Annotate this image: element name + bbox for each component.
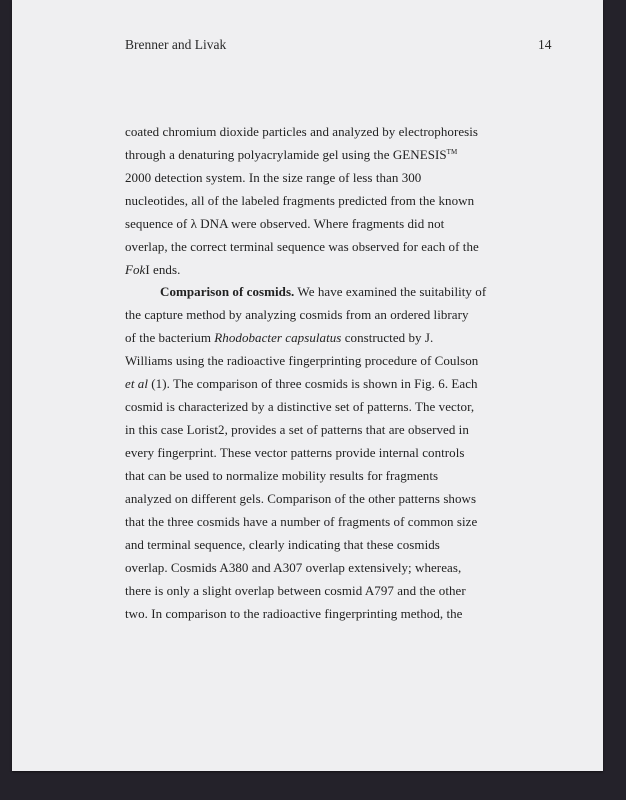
text-line bbox=[160, 284, 486, 300]
section-heading: Comparison of cosmids. bbox=[160, 284, 295, 299]
document-page bbox=[12, 0, 603, 771]
text-line: cosmid is characterized by a distinctive set of patterns. The vector, bbox=[125, 399, 475, 414]
text-line bbox=[125, 262, 180, 278]
trademark-symbol: TM bbox=[446, 148, 458, 156]
text-line: that can be used to normalize mobility results for fragments bbox=[125, 468, 439, 483]
page-number: 14 bbox=[538, 37, 552, 52]
species-name: Rhodobacter capsulatus bbox=[214, 330, 342, 345]
text-line: every fingerprint. These vector patterns provide internal controls bbox=[125, 445, 465, 460]
text-line: nucleotides, all of the labeled fragments predicted from the known bbox=[125, 193, 475, 208]
text-span: We have examined the suitability of bbox=[294, 284, 487, 299]
text-line: that the three cosmids have a number of fragments of common size bbox=[125, 514, 478, 529]
text-line bbox=[125, 147, 457, 163]
text-line: overlap. Cosmids A380 and A307 overlap extensively; whereas, bbox=[125, 560, 462, 575]
text-span: (1). The comparison of three cosmids is shown in Fig. 6. Each bbox=[148, 376, 478, 391]
text-line: there is only a slight overlap between cosmid A797 and the other bbox=[125, 583, 466, 598]
text-line: 2000 detection system. In the size range of less than 300 bbox=[125, 170, 422, 185]
text-line bbox=[125, 376, 478, 392]
text-line bbox=[125, 330, 433, 346]
running-head: Brenner and Livak bbox=[125, 37, 227, 52]
text-line: analyzed on different gels. Comparison of the other patterns shows bbox=[125, 491, 477, 506]
text-span: constructed by J. bbox=[341, 330, 434, 345]
text-line: coated chromium dioxide particles and analyzed by electrophoresis bbox=[125, 124, 479, 139]
text-line: overlap, the correct terminal sequence was observed for each of the bbox=[125, 239, 479, 254]
text-line: in this case Lorist2, provides a set of patterns that are observed in bbox=[125, 422, 469, 437]
text-line: sequence of λ DNA were observed. Where fragments did not bbox=[125, 216, 445, 231]
text-span: of the bacterium bbox=[125, 330, 215, 345]
enzyme-name: Fok bbox=[125, 262, 146, 277]
text-span: I ends. bbox=[145, 262, 181, 277]
text-line: the capture method by analyzing cosmids from an ordered library bbox=[125, 307, 469, 322]
et-al: et al bbox=[125, 376, 148, 391]
text-line: Williams using the radioactive fingerprinting procedure of Coulson bbox=[125, 353, 479, 368]
text-line: two. In comparison to the radioactive fingerprinting method, the bbox=[125, 606, 463, 621]
text-span: through a denaturing polyacrylamide gel using the GENESIS bbox=[125, 147, 447, 162]
text-line: and terminal sequence, clearly indicating that these cosmids bbox=[125, 537, 440, 552]
